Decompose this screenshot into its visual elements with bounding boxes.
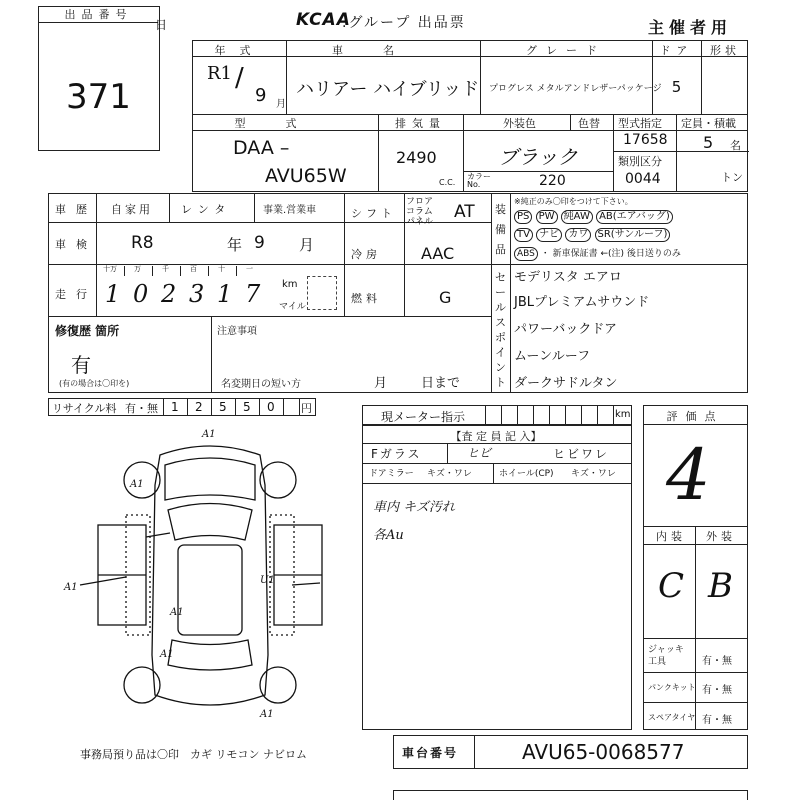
load-unit: トン: [721, 171, 743, 184]
shape-label: 形状: [710, 44, 740, 57]
car-body-outline: [152, 446, 268, 705]
mile-box: [307, 276, 337, 310]
inspection-year-unit: 年: [227, 236, 243, 254]
inspector-note: 車内 キズ汚れ: [373, 500, 455, 515]
cc-unit: C.C.: [439, 178, 456, 187]
ac-label: 冷房: [351, 248, 381, 261]
equip-aw: 純AW: [561, 210, 593, 224]
mileage-digit: 0: [133, 280, 149, 308]
tool-value: 有・無: [702, 656, 732, 667]
sales-point-item: JBLプレミアムサウンド: [514, 295, 650, 310]
rating-label: 評価点: [666, 410, 724, 423]
equip-tv: TV: [514, 228, 533, 242]
recycle-digit: 0: [267, 400, 275, 414]
equipment-row3: [514, 246, 681, 261]
damage-mark: A1: [64, 582, 78, 593]
shift-floor: フロア: [406, 197, 434, 207]
tool-label: パンクキット: [648, 683, 696, 692]
recycle-digit: 5: [243, 400, 251, 414]
name-change-month: 月: [374, 376, 388, 391]
grade-value: プログレス メタルアンドレザーパッケージ: [489, 84, 662, 94]
equipment-table: [491, 193, 748, 393]
repair-value: 有: [71, 353, 91, 377]
type-label: 型式: [234, 117, 337, 130]
vehicle-name: ハリアー ハイブリッド: [296, 79, 480, 100]
caution-label: 注意事項: [217, 326, 257, 337]
inspection-month-unit: 月: [299, 236, 315, 254]
name-label: 車名: [332, 44, 434, 57]
model-cert-label: 型式指定: [618, 117, 662, 130]
recycle-digit: 1: [171, 400, 179, 414]
inspector-note: 各Au: [373, 528, 404, 543]
tool-label: スペアタイヤ: [648, 713, 696, 722]
damage-mark: A1: [130, 479, 144, 490]
mirror-label: ドアミラー: [369, 469, 414, 479]
class-value: 0044: [625, 171, 661, 187]
year-month-unit: 月: [276, 99, 286, 110]
chassis-row: [393, 735, 748, 769]
exterior-grade: B: [708, 566, 733, 606]
chassis-number: AVU65-0068577: [522, 740, 685, 764]
f-glass-value: ヒビ: [467, 446, 492, 460]
name-change-label: 名変期日の短い方: [221, 379, 301, 390]
year-era: R1: [207, 63, 233, 84]
stray-mark: 日: [155, 18, 168, 32]
equipment-note: ※純正のみ〇印をつけて下さい。: [514, 197, 633, 206]
damage-mark: U1: [260, 575, 275, 586]
color-code-value: 220: [539, 173, 566, 189]
mileage-unit-1k: 千: [162, 265, 169, 273]
recycle-label: リサイクル料: [52, 402, 117, 415]
tool-value: 有・無: [702, 685, 732, 696]
meter-label: 現メーター指示: [381, 410, 466, 424]
displacement-label: 排気量: [395, 117, 446, 130]
next-sheet-edge: [393, 790, 748, 800]
mileage-digits: [97, 264, 277, 316]
mileage-digit: 3: [189, 280, 205, 308]
recycle-options: 有・無: [125, 402, 158, 415]
equip-ab: AB(エアバッグ): [596, 210, 673, 224]
repair-label: 修復歴 箇所: [55, 324, 120, 338]
color-code-label: カラーNo.: [467, 172, 491, 189]
damage-mark: A1: [202, 429, 216, 440]
car-damage-diagram: [60, 425, 340, 725]
exterior-color-label: 外装色: [503, 117, 536, 130]
equip-ps: PS: [514, 210, 532, 224]
year-slash: /: [235, 63, 244, 93]
mileage-digit: 7: [245, 280, 261, 308]
doors-value: 5: [671, 78, 682, 96]
chassis-label: 車台番号: [402, 746, 459, 760]
shift-panel: パネル: [406, 217, 434, 227]
history-business: 事業.営業車: [263, 205, 317, 216]
tool-label: ジャッキ工具: [648, 645, 684, 667]
capacity-unit: 名: [730, 139, 741, 152]
mile-label: マイル: [279, 302, 306, 312]
lot-number: 371: [66, 77, 131, 117]
mileage-digit: 1: [217, 280, 233, 308]
equipment-row1: [514, 210, 673, 224]
lot-number-box: [38, 6, 160, 151]
shift-column: コラム: [406, 207, 433, 217]
capacity-value: 5: [703, 133, 714, 152]
wheel-label: ホイール(CP): [499, 469, 554, 479]
grade-label: グレード: [526, 44, 606, 57]
wheel-value: キズ・ワレ: [571, 469, 616, 479]
sales-point-item: ムーンルーフ: [514, 349, 591, 364]
shift-value: AT: [454, 202, 475, 222]
fuel-value: G: [439, 288, 452, 307]
damage-mark: A1: [260, 709, 274, 720]
mirror-value: キズ・ワレ: [427, 469, 472, 479]
vehicle-table: [192, 40, 748, 192]
office-note: 事務局預り品は〇印: [80, 748, 179, 761]
damage-mark: A1: [170, 607, 184, 618]
inspection-era: R8: [131, 233, 154, 253]
type-line1: DAA –: [233, 137, 290, 159]
equip-warranty: ・ 新車保証書 ←(注) 後日送りのみ: [540, 249, 681, 259]
sales-point-item: ダークサドルタン: [514, 376, 618, 391]
history-table: [48, 193, 492, 393]
mileage-digit: 1: [105, 280, 121, 308]
mileage-digit: 2: [161, 280, 177, 308]
inspection-label: 車検: [55, 238, 97, 251]
equip-abs: ABS: [514, 247, 538, 261]
type-line2: AVU65W: [265, 165, 347, 187]
equipment-label: 装備品: [495, 203, 506, 256]
year-label: 年式: [214, 44, 265, 57]
exterior-color-value: ブラック: [498, 145, 578, 169]
equipment-row2: [514, 228, 670, 242]
equip-leather: カワ: [565, 228, 591, 242]
inspection-month: 9: [254, 233, 265, 253]
name-change-day: 日まで: [421, 376, 461, 391]
damage-mark: A1: [160, 649, 174, 660]
form-title: .グループ 出品票: [342, 15, 466, 31]
sales-point-item: パワーバックドア: [514, 322, 617, 337]
class-label: 類別区分: [618, 155, 662, 168]
mileage-unit-100k: 十万: [103, 265, 117, 273]
doors-label: ドア: [659, 44, 694, 57]
interior-label: 内装: [656, 530, 686, 543]
recycle-digit: 5: [219, 400, 227, 414]
meter-row: [362, 405, 632, 425]
rating-score: 4: [666, 434, 711, 516]
equip-pw: PW: [536, 210, 558, 224]
exterior-label: 外装: [706, 530, 736, 543]
recycle-digit: 2: [195, 400, 203, 414]
mileage-unit-10k: 万: [134, 265, 141, 273]
interior-grade: C: [658, 566, 685, 606]
history-label: 車歴: [55, 203, 97, 216]
rating-section: [643, 405, 748, 730]
mileage-unit-1: 一: [246, 265, 253, 273]
recycle-row: [48, 398, 316, 416]
mileage-unit-10: 十: [218, 265, 225, 273]
inspector-section: [362, 425, 632, 730]
tool-value: 有・無: [702, 715, 732, 726]
brand-logo: KCAA: [296, 10, 351, 30]
capacity-label: 定員・積載: [681, 117, 736, 130]
sales-point-item: モデリスタ エアロ: [514, 270, 622, 285]
ac-value: AAC: [421, 244, 455, 263]
equip-sr: SR(サンルーフ): [595, 228, 671, 242]
history-rental: レンタ: [181, 203, 232, 216]
sales-point-label: セールスポイント: [495, 271, 506, 389]
model-cert-value: 17658: [623, 132, 668, 148]
f-glass-crack: ヒビワレ: [553, 447, 610, 461]
km-label: km: [282, 279, 298, 290]
office-items: カギ リモコン ナビロム: [190, 748, 307, 761]
history-private: 自家用: [111, 203, 153, 216]
f-glass-label: Fガラス: [371, 447, 422, 461]
year-month: 9: [255, 85, 267, 106]
shift-label: シフト: [351, 207, 396, 220]
recycle-unit: 円: [301, 402, 312, 415]
lot-number-label: 出品番号: [39, 7, 158, 23]
mileage-unit-100: 百: [190, 265, 197, 273]
meter-unit: km: [615, 409, 631, 420]
car-roof: [178, 545, 242, 635]
mileage-label: 走行: [55, 288, 97, 301]
color-change-label: 色替: [578, 117, 600, 130]
displacement-value: 2490: [396, 148, 437, 167]
inspector-title: 【査 定 員 記 入】: [450, 430, 542, 443]
equip-navi: ナビ: [536, 228, 562, 242]
organizer-label: 主催者用: [648, 18, 733, 37]
fuel-label: 燃料: [351, 292, 381, 305]
repair-note: (有の場合は〇印を): [59, 379, 130, 388]
